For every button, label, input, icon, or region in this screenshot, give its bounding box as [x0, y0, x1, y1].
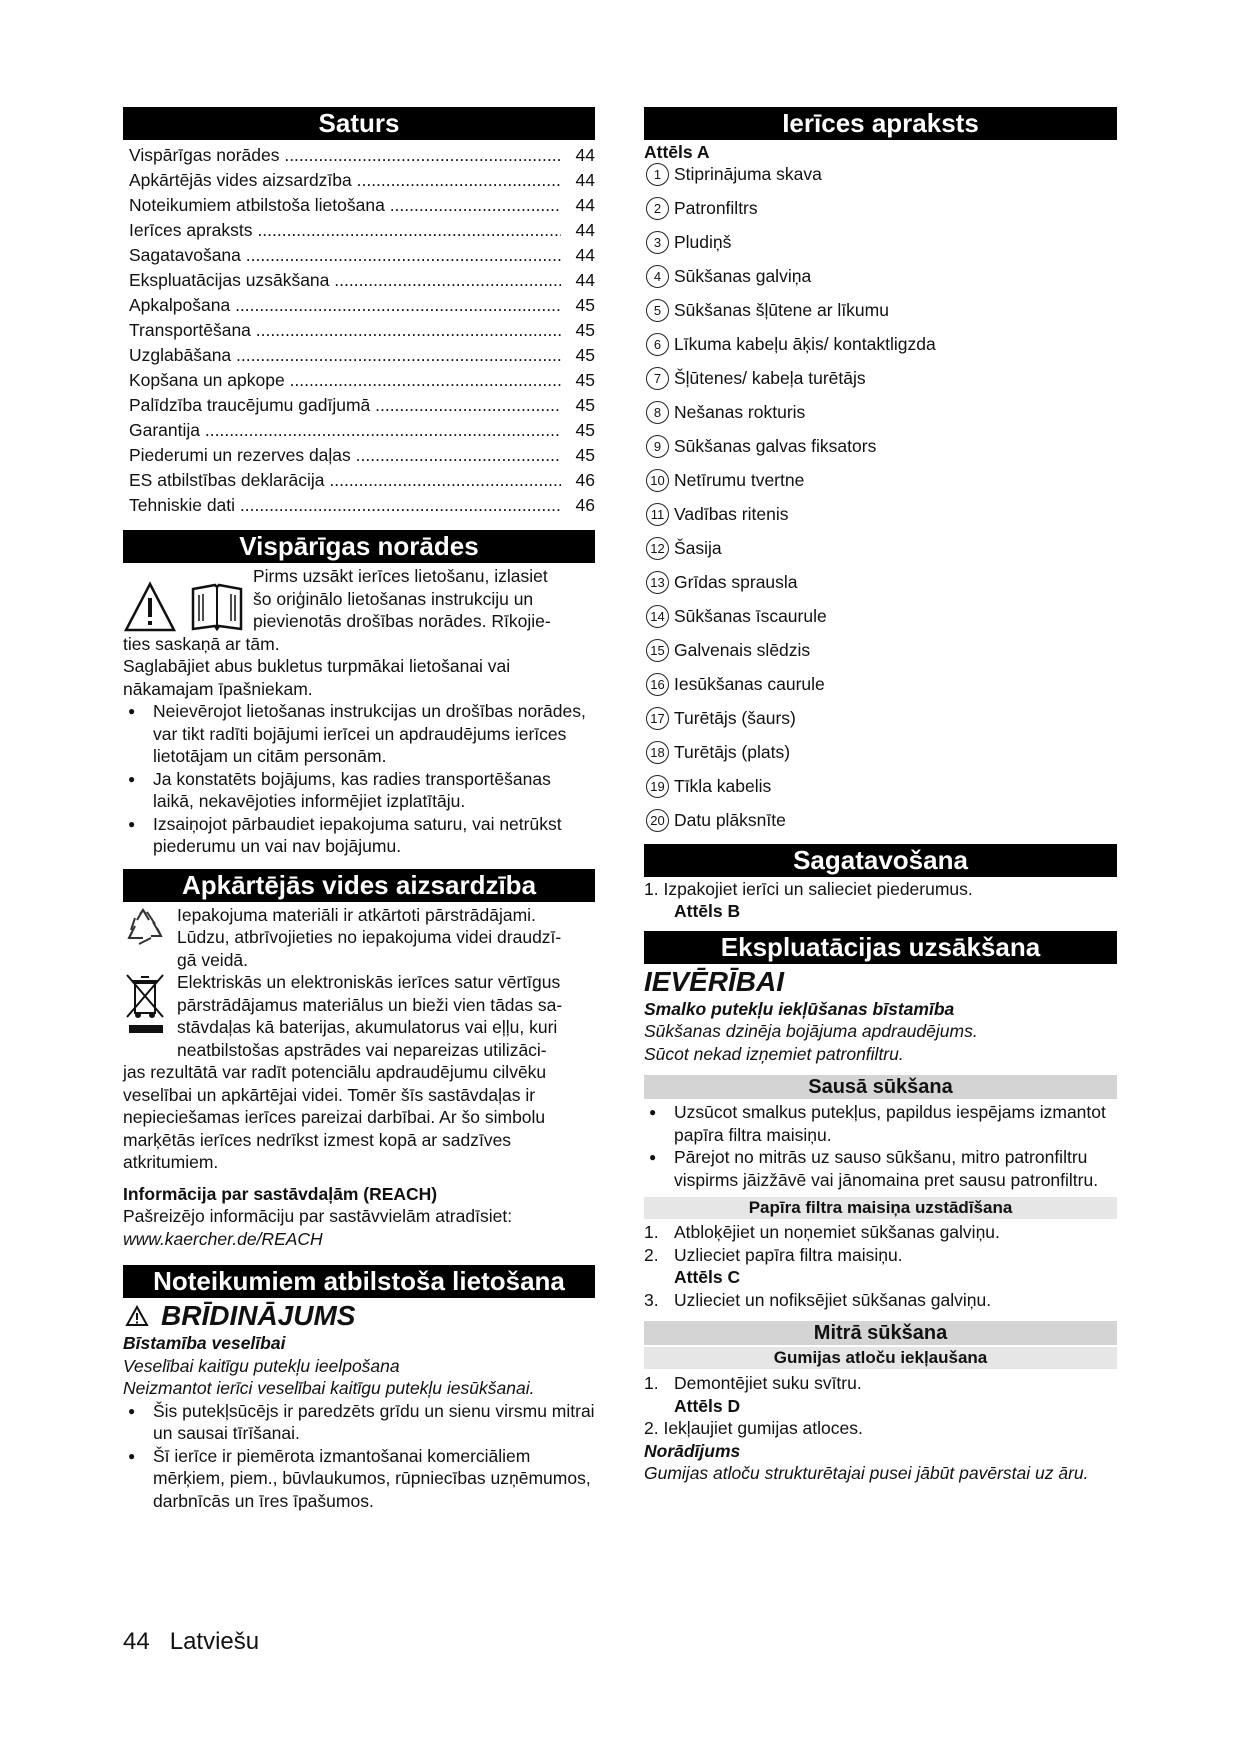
part-item: [644, 430, 1117, 464]
general-intro: [123, 565, 595, 633]
reach-link[interactable]: www.kaercher.de/REACH: [123, 1228, 323, 1249]
step-item: 1. Atbloķējiet un noņemiet sūkšanas galviņu.: [644, 1222, 1000, 1242]
manual-book-icon: [189, 581, 245, 633]
part-item: [644, 294, 1117, 328]
figure-label: Attēls C: [674, 1267, 741, 1287]
step-item: 3. Uzlieciet un nofiksējiet sūkšanas galviņu.: [644, 1289, 992, 1310]
text-line: Lūdzu, atbrīvojieties no iepakojuma videi draudzī-: [177, 927, 562, 947]
part-label: Patronfiltrs: [674, 198, 758, 219]
weee-continuation: jas rezultātā var radīt potenciālu apdraudējumu cilvēku veselībai un apkārtējai videi. Tomēr šīs sastāvdaļas ir nepieciešamas ierīces pareizai darbībai. Ar šo simbolu marķētās ierīces nedrīkst izmest kopā ar sadzīves atkritumiem.: [123, 1062, 547, 1172]
step-item: 2. Uzlieciet papīra filtra maisiņu.: [644, 1244, 903, 1265]
warning-triangle-icon: [123, 581, 177, 633]
part-item: [644, 736, 1117, 770]
text-line: neatbilstošas apstrādes vai nepareizas utilizāci-: [177, 1039, 547, 1060]
reach-title: Informācija par sastāvdaļām (REACH): [123, 1183, 438, 1204]
hazard-title: Bīstamība veselībai: [123, 1333, 286, 1353]
part-label: Šasija: [674, 538, 722, 559]
text-line: gā veidā.: [177, 949, 249, 970]
part-item: [644, 158, 1117, 192]
toc-entry[interactable]: Uzglabāšana ..... 45: [129, 343, 595, 368]
weee-icon-wrap: [123, 971, 177, 1061]
hazard-line: Neizmantot ierīci veselībai kaitīgu putekļu iesūkšanai.: [123, 1378, 535, 1398]
toc-entry[interactable]: Piederumi un rezerves daļas ..... 45: [129, 443, 595, 468]
intro-text: [253, 565, 595, 633]
text-line: stāvdaļas kā baterijas, akumulatorus vai eļļu, kuri: [177, 1017, 558, 1037]
recycle-icon: [123, 904, 167, 948]
part-number: 3: [646, 231, 669, 254]
recycle-block: [123, 904, 595, 972]
page-footer: [123, 1627, 259, 1657]
bullet-item: ● Šis putekļsūcējs ir paredzēts grīdu un sienu virsmu mitrai un sausai tīrīšanai.: [123, 1400, 595, 1445]
filter-bag-heading: Papīra filtra maisiņa uzstādīšana: [644, 1197, 1117, 1219]
warning-header: [123, 1300, 595, 1332]
toc-heading: Saturs: [123, 107, 595, 140]
bullet-item: ● Neievērojot lietošanas instrukcijas un drošības norādes, var tikt radīti bojājumi ierīcei un apdraudējums ierīces lietotājam un citām personām.: [123, 700, 595, 768]
part-number: 11: [646, 503, 669, 526]
text-line: Elektriskās un elektroniskās ierīces satur vērtīgus: [177, 972, 561, 992]
part-item: [644, 668, 1117, 702]
part-item: [644, 566, 1117, 600]
weee-block: [123, 971, 595, 1061]
step-item: 1. Demontējiet suku svītru.: [644, 1373, 862, 1393]
part-item: [644, 192, 1117, 226]
part-number: 17: [646, 707, 669, 730]
part-label: Turētājs (šaurs): [674, 708, 796, 729]
part-label: Sūkšanas īscaurule: [674, 606, 827, 627]
part-item: [644, 362, 1117, 396]
rubber-lips-heading: Gumijas atloču iekļaušana: [644, 1347, 1117, 1369]
text-line: šo oriģinālo lietošanas instrukciju un: [253, 588, 534, 609]
part-label: Sūkšanas galvas fiksators: [674, 436, 877, 457]
reach-text: Pašreizējo informāciju par sastāvvielām atradīsiet:: [123, 1206, 513, 1226]
part-item: [644, 328, 1117, 362]
preparation-heading: Sagatavošana: [644, 844, 1117, 877]
text-line: pārstrādājamus materiālus un bieži vien tādas sa-: [177, 994, 563, 1015]
part-item: [644, 532, 1117, 566]
part-item: [644, 770, 1117, 804]
toc-list: [123, 143, 595, 518]
part-label: Sūkšanas galviņa: [674, 266, 812, 287]
general-heading: Vispārīgas norādes: [123, 530, 595, 563]
part-number: 7: [646, 367, 669, 390]
text-line: Iepakojuma materiāli ir atkārtoti pārstrādājami.: [177, 904, 536, 925]
warning-title: BRĪDINĀJUMS: [161, 1300, 356, 1331]
part-item: [644, 804, 1117, 838]
right-column: [644, 107, 1117, 1485]
toc-entry[interactable]: Noteikumiem atbilstoša lietošana ..... 44: [129, 193, 595, 218]
toc-entry[interactable]: Apkārtējās vides aizsardzība ..... 44: [129, 168, 595, 193]
part-number: 16: [646, 673, 669, 696]
parts-list: [644, 158, 1117, 838]
part-item: [644, 600, 1117, 634]
part-label: Sūkšanas šļūtene ar līkumu: [674, 300, 889, 321]
language-label: Latviešu: [169, 1628, 260, 1655]
step-item: 2. Iekļaujiet gumijas atloces.: [644, 1418, 863, 1438]
toc-entry[interactable]: Transportēšana ..... 45: [129, 318, 595, 343]
note-text: Gumijas atloču strukturētajai pusei jābūt pavērstai uz āru.: [644, 1463, 1089, 1483]
part-number: 9: [646, 435, 669, 458]
part-label: Turētājs (plats): [674, 742, 791, 763]
description-heading: Ierīces apraksts: [644, 107, 1117, 140]
part-number: 19: [646, 775, 669, 798]
toc-entry[interactable]: Apkalpošana ..... 45: [129, 293, 595, 318]
part-number: 8: [646, 401, 669, 424]
part-label: Līkuma kabeļu āķis/ kontaktligzda: [674, 334, 936, 355]
part-label: Nešanas rokturis: [674, 402, 806, 423]
part-number: 1: [646, 163, 669, 186]
toc-entry[interactable]: Palīdzība traucējumu gadījumā ..... 45: [129, 393, 595, 418]
part-label: Netīrumu tvertne: [674, 470, 805, 491]
part-label: Grīdas sprausla: [674, 572, 798, 593]
figure-label: Attēls A: [644, 142, 710, 162]
bullet-item: ● Izsaiņojot pārbaudiet iepakojuma saturu, vai netrūkst piederumu un vai nav bojājumu.: [123, 813, 595, 858]
dry-suction-heading: Sausā sūkšana: [644, 1075, 1117, 1099]
figure-label: Attēls D: [674, 1395, 741, 1416]
intended-use-heading: Noteikumiem atbilstoša lietošana: [123, 1265, 595, 1298]
intro-continuation: ties saskaņā ar tām.: [123, 633, 280, 654]
note-title: Norādījums: [644, 1440, 741, 1461]
toc-entry[interactable]: Sagatavošana ..... 44: [129, 243, 595, 268]
recycle-text: [177, 904, 595, 972]
part-number: 15: [646, 639, 669, 662]
text-line: pievienotās drošības norādes. Rīkojie-: [253, 611, 551, 631]
part-number: 4: [646, 265, 669, 288]
part-number: 5: [646, 299, 669, 322]
toc-entry[interactable]: Ekspluatācijas uzsākšana ..... 44: [129, 268, 595, 293]
wet-suction-heading: Mitrā sūkšana: [644, 1321, 1117, 1345]
part-number: 12: [646, 537, 669, 560]
weee-text: [177, 971, 595, 1061]
bullet-item: ● Uzsūcot smalkus putekļus, papildus iespējams izmantot papīra filtra maisiņu.: [644, 1101, 1117, 1146]
toc-entry[interactable]: Vispārīgas norādes ..... 44: [129, 143, 595, 168]
startup-heading: Ekspluatācijas uzsākšana: [644, 931, 1117, 964]
page-number: 44: [123, 1628, 150, 1655]
warning-triangle-icon: [125, 1305, 149, 1327]
left-column: [123, 107, 595, 1512]
part-number: 20: [646, 809, 669, 832]
toc-entry[interactable]: Tehniskie dati ..... 46: [129, 493, 595, 518]
part-number: 14: [646, 605, 669, 628]
text-line: Pirms uzsākt ierīces lietošanu, izlasiet: [253, 566, 548, 586]
figure-label: Attēls B: [674, 901, 741, 921]
bullet-item: ● Šī ierīce ir piemērota izmantošanai komerciāliem mērķiem, piem., būvlaukumos, rūpniecības uzņēmumos, darbnīcās un īres īpašumos.: [123, 1445, 595, 1513]
part-number: 2: [646, 197, 669, 220]
hazard-line: Sūkšanas dzinēja bojājuma apdraudējums.: [644, 1021, 978, 1041]
part-label: Datu plāksnīte: [674, 810, 786, 831]
notice-title: IEVĒRĪBAI: [644, 965, 785, 997]
part-item: [644, 260, 1117, 294]
toc-entry[interactable]: Kopšana un apkope ..... 45: [129, 368, 595, 393]
part-number: 10: [646, 469, 669, 492]
part-number: 13: [646, 571, 669, 594]
crossed-bin-icon: [123, 971, 169, 1037]
toc-entry[interactable]: ES atbilstības deklarācija ..... 46: [129, 468, 595, 493]
part-number: 18: [646, 741, 669, 764]
part-label: Šļūtenes/ kabeļa turētājs: [674, 368, 866, 389]
environment-heading: Apkārtējās vides aizsardzība: [123, 869, 595, 902]
hazard-line: Veselībai kaitīgu putekļu ieelpošana: [123, 1355, 400, 1376]
part-item: [644, 396, 1117, 430]
part-label: Vadības ritenis: [674, 504, 789, 525]
part-label: Galvenais slēdzis: [674, 640, 811, 661]
toc-entry[interactable]: Garantija ..... 45: [129, 418, 595, 443]
part-item: [644, 702, 1117, 736]
bullet-item: ● Pārejot no mitrās uz sauso sūkšanu, mitro patronfiltru vispirms jāizžāvē vai jānomaina pret sausu patronfiltru.: [644, 1146, 1117, 1191]
keep-instructions: Saglabājiet abus bukletus turpmākai lietošanai vai nākamajam īpašniekam.: [123, 656, 511, 699]
hazard-title: Smalko putekļu iekļūšanas bīstamība: [644, 998, 955, 1019]
toc-entry[interactable]: Ierīces apraksts ..... 44: [129, 218, 595, 243]
preparation-step: 1. Izpakojiet ierīci un salieciet piederumus.: [644, 878, 973, 899]
part-item: [644, 498, 1117, 532]
part-item: [644, 464, 1117, 498]
part-label: Pludiņš: [674, 232, 732, 253]
part-label: Tīkla kabelis: [674, 776, 772, 797]
intro-icons: [123, 565, 253, 633]
recycle-icon-wrap: [123, 904, 177, 972]
part-item: [644, 226, 1117, 260]
part-item: [644, 634, 1117, 668]
part-label: Iesūkšanas caurule: [674, 674, 825, 695]
bullet-item: ● Ja konstatēts bojājums, kas radies transportēšanas laikā, nekavējoties informējiet izplatītāju.: [123, 768, 595, 813]
part-number: 6: [646, 333, 669, 356]
hazard-line: Sūcot nekad izņemiet patronfiltru.: [644, 1043, 904, 1064]
part-label: Stiprinājuma skava: [674, 164, 822, 185]
